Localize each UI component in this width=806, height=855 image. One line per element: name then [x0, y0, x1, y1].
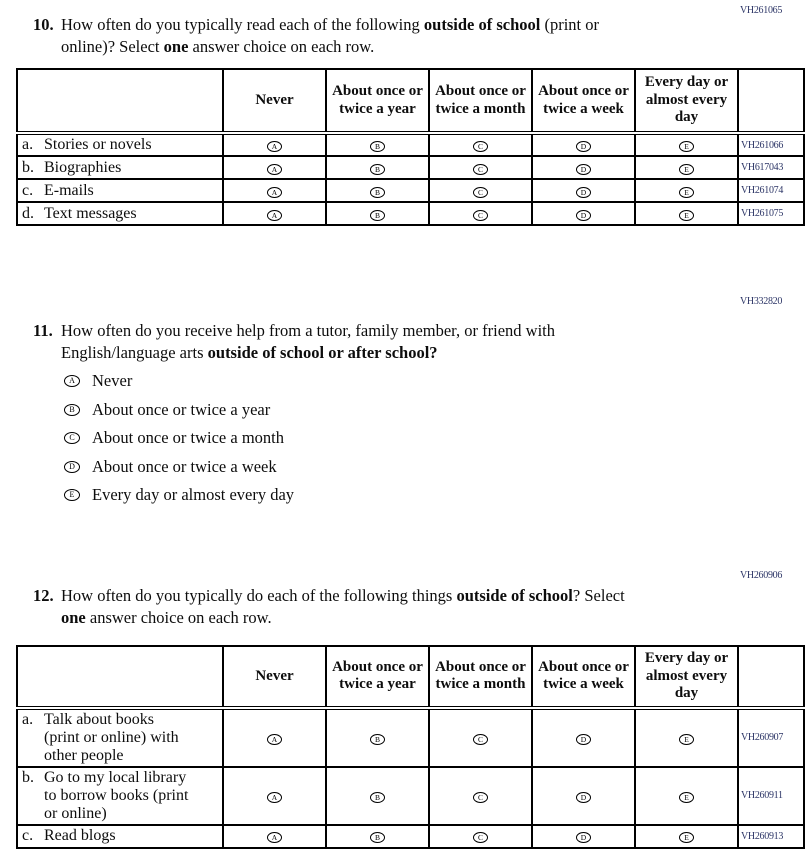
choice-bubble-c[interactable]: C — [473, 210, 488, 221]
question-10-stem — [61, 14, 599, 58]
q12-header-empty — [17, 646, 223, 708]
choice-bubble-d[interactable]: D — [576, 187, 591, 198]
choice-bubble-d[interactable]: D — [576, 210, 591, 221]
option-never — [64, 372, 294, 390]
accession-code-q11: VH332820 — [740, 296, 783, 307]
choice-bubble-a[interactable]: A — [267, 792, 282, 803]
q12-header-row — [17, 646, 804, 708]
choice-bubble-d[interactable]: D — [576, 164, 591, 175]
question-11-stem — [61, 320, 555, 364]
table-row-text-messages: d. Text messages A B C D E VH261075 — [17, 202, 804, 225]
option-label: About once or twice a month — [92, 428, 284, 447]
choice-bubble-c[interactable]: C — [473, 164, 488, 175]
choice-bubble-d[interactable]: D — [64, 461, 80, 473]
choice-bubble-b[interactable]: B — [370, 734, 385, 745]
choice-bubble-b[interactable]: B — [370, 141, 385, 152]
q10-header-row — [17, 69, 804, 133]
choice-bubble-d[interactable]: D — [576, 792, 591, 803]
q10-header-never: Never — [223, 69, 326, 133]
choice-bubble-b[interactable]: B — [370, 210, 385, 221]
choice-bubble-c[interactable]: C — [473, 792, 488, 803]
question-12-number: 12. — [33, 586, 54, 605]
row-code: VH260911 — [738, 767, 804, 825]
row-code: VH260907 — [738, 708, 804, 767]
choice-bubble-e[interactable]: E — [679, 187, 694, 198]
question-12-line2: one answer choice on each row. — [61, 608, 272, 627]
option-label: About once or twice a year — [92, 399, 271, 419]
accession-code-q10: VH261065 — [740, 5, 783, 16]
q12-header-everyday: Every day or almost every day — [635, 646, 738, 708]
choice-bubble-a[interactable]: A — [267, 210, 282, 221]
row-code: VH617043 — [738, 156, 804, 179]
question-12-line1: How often do you typically do each of the following things outside of school? Select — [61, 586, 625, 605]
row-code: VH260913 — [738, 825, 804, 848]
question-11-line1: How often do you receive help from a tutor, family member, or friend with — [61, 321, 555, 340]
q12-header-year: About once or twice a year — [326, 646, 429, 708]
choice-bubble-b[interactable]: B — [370, 164, 385, 175]
table-row-biographies: b. Biographies A B C D E VH617043 — [17, 156, 804, 179]
accession-code-q12: VH260906 — [740, 570, 783, 581]
table-row-stories: a. Stories or novels A B C D E VH261066 — [17, 133, 804, 156]
q12-header-month: About once or twice a month — [429, 646, 532, 708]
option-every-day — [64, 486, 294, 504]
q10-header-month: About once or twice a month — [429, 69, 532, 133]
choice-bubble-a[interactable]: A — [267, 141, 282, 152]
question-11-number: 11. — [33, 321, 53, 340]
row-code: VH261074 — [738, 179, 804, 202]
question-10-table — [16, 68, 805, 226]
choice-bubble-e[interactable]: E — [679, 792, 694, 803]
q10-header-year: About once or twice a year — [326, 69, 429, 133]
choice-bubble-e[interactable]: E — [679, 832, 694, 843]
question-10-line2: online)? Select one answer choice on each row. — [61, 37, 375, 56]
option-once-twice-year — [64, 401, 294, 419]
choice-bubble-c[interactable]: C — [473, 141, 488, 152]
choice-bubble-a[interactable]: A — [64, 375, 80, 387]
option-label: About once or twice a week — [92, 456, 277, 476]
choice-bubble-c[interactable]: C — [473, 734, 488, 745]
choice-bubble-c[interactable]: C — [473, 187, 488, 198]
choice-bubble-a[interactable]: A — [267, 734, 282, 745]
q10-header-week: About once or twice a week — [532, 69, 635, 133]
choice-bubble-e[interactable]: E — [679, 141, 694, 152]
choice-bubble-e[interactable]: E — [679, 210, 694, 221]
choice-bubble-d[interactable]: D — [576, 734, 591, 745]
table-row-emails: c. E-mails A B C D E VH261074 — [17, 179, 804, 202]
q10-header-empty — [17, 69, 223, 133]
choice-bubble-a[interactable]: A — [267, 832, 282, 843]
choice-bubble-d[interactable]: D — [576, 832, 591, 843]
choice-bubble-b[interactable]: B — [64, 404, 80, 416]
table-row-local-library: b. Go to my local library to borrow books (print or online) A B C D E VH260911 — [17, 767, 804, 825]
table-row-talk-about-books: a. Talk about books (print or online) with other people A B C D E VH260907 — [17, 708, 804, 767]
row-code: VH261066 — [738, 133, 804, 156]
question-10-number: 10. — [33, 15, 54, 34]
choice-bubble-a[interactable]: A — [267, 164, 282, 175]
choice-bubble-a[interactable]: A — [267, 187, 282, 198]
q12-header-code-col — [738, 646, 804, 708]
choice-bubble-c[interactable]: C — [64, 432, 80, 444]
q11-options — [64, 372, 294, 515]
option-label: Never — [92, 371, 133, 390]
choice-bubble-e[interactable]: E — [64, 489, 80, 501]
question-10-line1: How often do you typically read each of the following outside of school (print or — [61, 15, 599, 34]
option-label: Every day or almost every day — [92, 485, 295, 504]
choice-bubble-b[interactable]: B — [370, 187, 385, 198]
choice-bubble-d[interactable]: D — [576, 141, 591, 152]
question-12-stem — [61, 585, 625, 629]
choice-bubble-e[interactable]: E — [679, 164, 694, 175]
q10-header-code-col — [738, 69, 804, 133]
question-11-line2: English/language arts outside of school or after school? — [61, 343, 438, 362]
question-12-table — [16, 645, 805, 849]
option-once-twice-month — [64, 429, 294, 447]
option-once-twice-week — [64, 458, 294, 476]
table-row-read-blogs: c. Read blogs A B C D E VH260913 — [17, 825, 804, 848]
q12-header-never: Never — [223, 646, 326, 708]
choice-bubble-b[interactable]: B — [370, 832, 385, 843]
q10-header-everyday: Every day or almost every day — [635, 69, 738, 133]
row-code: VH261075 — [738, 202, 804, 225]
choice-bubble-c[interactable]: C — [473, 832, 488, 843]
choice-bubble-e[interactable]: E — [679, 734, 694, 745]
choice-bubble-b[interactable]: B — [370, 792, 385, 803]
q12-header-week: About once or twice a week — [532, 646, 635, 708]
